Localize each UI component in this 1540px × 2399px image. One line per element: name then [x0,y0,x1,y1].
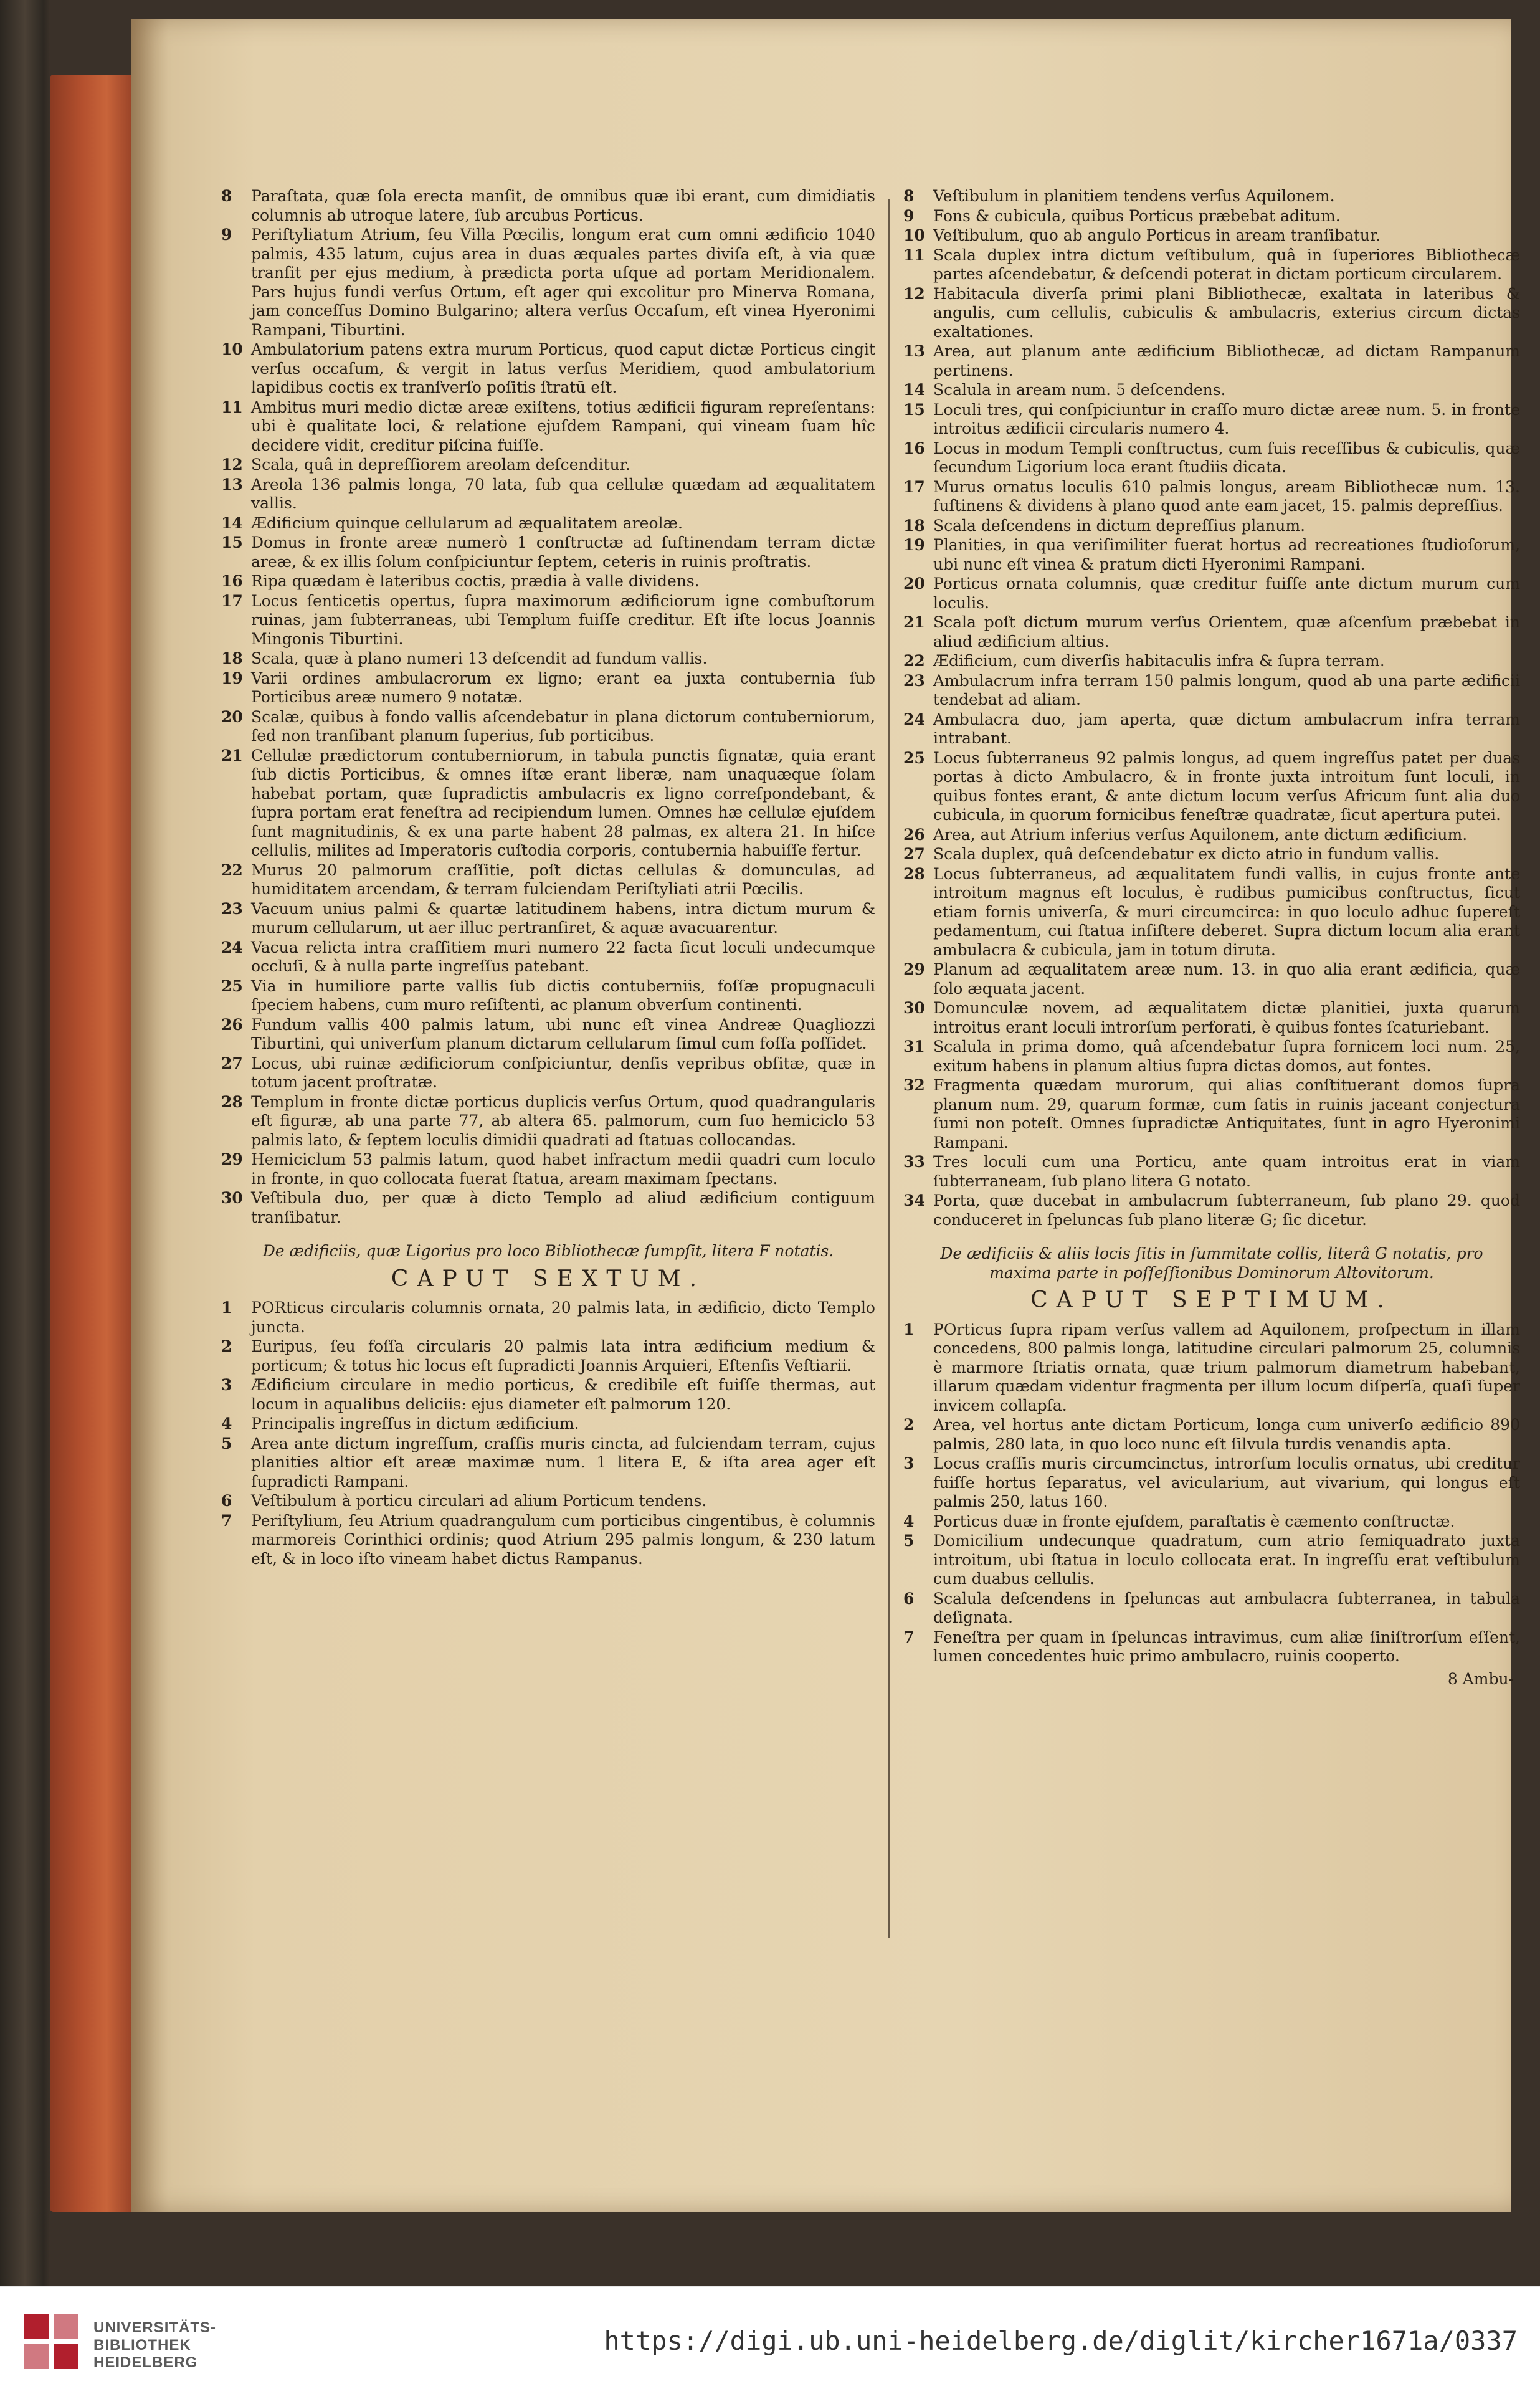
entry-number: 19 [221,669,243,687]
entry-text: Scalula in prima domo, quâ aſcendebatur ſupra fornicem loci num. 25, exitum habens in planum altius ſupra dictas domos, aut fontes. [933,1037,1520,1075]
entry-number: 34 [903,1191,925,1209]
legend-entry [221,475,875,513]
viewer-footer [0,2286,1540,2399]
entry-number: 27 [221,1054,243,1072]
legend-entry [221,1150,875,1188]
legend-entry [221,1299,875,1337]
entry-number: 7 [903,1628,915,1646]
legend-entry [903,285,1520,342]
entry-number: 18 [221,649,243,667]
entry-text: Fundum vallis 400 palmis latum, ubi nunc eſt vinea Andreæ Quagliozzi Tiburtini, qui univerſum planum dictarum cellularum ſimul cum foſſa poſſidet. [251,1015,875,1052]
entry-text: Porticus duæ in fronte ejuſdem, paraſtatis è cæmento conſtructæ. [933,1512,1455,1530]
entry-number: 20 [903,575,925,593]
legend-entry [903,672,1520,710]
entry-number: 8 [903,187,915,205]
entry-number: 12 [903,284,925,303]
left-column [221,187,875,1569]
entry-text: Areola 136 palmis longa, 70 lata, ſub qua cellulæ quædam ad æqualitatem vallis. [251,475,875,512]
left-entries [221,187,875,1227]
legend-entry [221,340,875,398]
legend-entry [903,575,1520,613]
entry-text: Domicilium undecunque quadratum, cum atrio ſemiquadrato juxta introitum, ubi ſtatua in loculo collocata erat. In ingreſſu erat veſtibulum cum duabus cellulis. [933,1532,1520,1588]
entry-text: PORticus circularis columnis ornata, 20 palmis lata, in ædificio, dicto Templo juncta. [251,1299,875,1336]
legend-entry [221,1434,875,1492]
legend-entry [903,1512,1520,1532]
left-entries-chapter [221,1299,875,1568]
legend-entry [903,710,1520,748]
entry-number: 1 [903,1320,915,1338]
entry-text: Ædificium quinque cellularum ad æqualitatem areolæ. [251,513,683,532]
entry-number: 26 [903,825,925,844]
entry-text: Murus 20 palmorum craſſitie, poſt dictas cellulas & domunculas, ad humiditatem arcendam, & terram fulciendam Periſtyliati atrii Pœcilis. [251,861,875,898]
legend-entry [221,187,875,225]
legend-entry [903,1037,1520,1075]
logo-line-1: UNIVERSITÄTS- [93,2319,217,2336]
entry-text: Scala, quâ in depreſſiorem areolam deſcenditur. [251,455,630,474]
entry-text: Scala poſt dictum murum verſus Orientem, quæ aſcenſum præbebat in aliud ædificium altius. [933,613,1520,651]
legend-entry [221,708,875,746]
entry-number: 25 [221,976,243,995]
entry-text: Periſtyliatum Atrium, ſeu Villa Pœcilis, longum erat cum omni ædificio 1040 palmis, 435 latum, cujus area in duas æquales partes diviſa eſt, à via quæ tranſit per ejus medium, à prædicta porta uſque ad portam Meridionalem. Pars hujus fundi verſus Ortum, eſt ager qui excolitur pro Minerva Romana, jam conceſſus Domino Bulgarino; altera verſus Occaſum, eſt vinea Hyeronimi Rampani, Tiburtini. [251,226,875,339]
entry-number: 24 [903,710,925,728]
entry-number: 26 [221,1015,243,1034]
right-column [903,187,1520,1689]
entry-number: 9 [221,226,232,244]
entry-number: 5 [903,1532,915,1550]
entry-number: 10 [221,340,243,358]
entry-number: 12 [221,455,243,474]
entry-number: 29 [903,960,925,978]
entry-number: 15 [221,533,243,551]
entry-text: Scala duplex, quâ deſcendebatur ex dicto atrio in fundum vallis. [933,845,1440,863]
entry-text: Domus in fronte areæ numerò 1 conſtructæ ad ſuſtinendam terram dictæ areæ, & ex illis ſolum conſpiciuntur ſeptem, ceteris in ruinis proſtratis. [251,533,875,571]
entry-text: Scala, quæ à plano numeri 13 deſcendit ad fundum vallis. [251,649,708,667]
legend-entry [903,960,1520,998]
entry-number: 27 [903,845,925,863]
entry-number: 25 [903,748,925,767]
legend-entry [903,845,1520,864]
legend-entry [221,1376,875,1414]
legend-entry [221,226,875,340]
legend-entry [221,592,875,649]
entry-number: 4 [221,1414,232,1433]
entry-text: Veſtibulum à porticu circulari ad alium Porticum tendens. [251,1492,707,1510]
entry-text: Murus ornatus loculis 610 palmis longus, aream Bibliothecæ num. 13. ſuſtinens & dividens à plano quod ante eam jacet, 15. palmis depreſſius. [933,477,1520,515]
entry-number: 5 [221,1434,232,1452]
entry-number: 20 [221,707,243,726]
legend-entry [903,517,1520,536]
legend-entry [903,342,1520,380]
entry-text: Veſtibulum in planitiem tendens verſus Aquilonem. [933,187,1335,205]
entry-number: 6 [903,1589,915,1608]
legend-entry [221,1093,875,1150]
legend-entry [903,187,1520,206]
entry-number: 9 [903,206,915,225]
entry-text: Feneſtra per quam in ſpeluncas intravimus, cum aliæ ſiniſtrorſum eſſent, lumen concedentes huic primo ambulacro, ruinis cooperto. [933,1628,1520,1665]
entry-text: Locus ſubterraneus, ad æqualitatem fundi vallis, in cujus fronte ante introitum magnus eſt loculus, è rudibus pumicibus conſtructus, ſicut etiam fornis univerſa, & muri circumcirca: in quo loculo adhuc ſupereſt pedamentum, cui ſtatua inſiſtere deberet. Supra dictum locum alia erant ambulacra & cubicula, jam in totum diruta. [933,864,1520,959]
legend-entry [903,1590,1520,1628]
entry-text: Ambulacrum infra terram 150 palmis longum, quod ab una parte ædificii tendebat ad aliam. [933,671,1520,708]
entry-number: 7 [221,1511,232,1530]
entry-text: Vacuum unius palmi & quartæ latitudinem habens, intra dictum murum & murum cellularum, ut aer illuc pertranſiret, & aquæ avacuarentur. [251,899,875,937]
legend-entry [903,207,1520,226]
entry-number: 16 [903,439,925,457]
chapter-heading-septimum: CAPUT SEPTIMUM. [1030,1287,1393,1313]
entry-number: 28 [903,864,925,883]
right-entries-chapter [903,1320,1520,1666]
left-subheading: De ædificiis, quæ Ligorius pro loco Bibliothecæ ſumpſit, litera F notatis. [262,1242,834,1260]
entry-number: 1 [221,1299,232,1317]
legend-entry [903,749,1520,825]
entry-number: 6 [221,1492,232,1510]
legend-entry [903,246,1520,284]
entry-number: 30 [221,1189,243,1207]
entry-number: 3 [903,1454,915,1472]
catchword: 8 Ambu- [1447,1669,1514,1688]
legend-entry [903,226,1520,246]
entry-number: 21 [221,746,243,765]
legend-entry [903,613,1520,651]
entry-text: Cellulæ prædictorum contuberniorum, in tabula punctis ſignatæ, quia erant ſub dictis Porticibus, & omnes iſtæ erant liberæ, nam unaquæque ſolam habebat portam, quæ ſupradictis ambulacris ex ligno correſpondebant, & ſupra portam erat feneſtra ad recipiendum lumen. Omnes hæ cellulæ ejuſdem ſunt magnitudinis, & ex una parte habent 28 palmas, ex altera 21. In hiſce cellulis, milites ad Imperatoris cuſtodia corporis, contubernia habuiſſe fertur. [251,746,875,859]
entry-text: Veſtibula duo, per quæ à dicto Templo ad aliud ædificium contiguum tranſibatur. [251,1189,875,1226]
entry-text: Via in humiliore parte vallis ſub dictis contuberniis, foſſæ propugnaculi ſpeciem habens, cum muro reſiſtenti, ac planum obverſum continenti. [251,976,875,1014]
entry-number: 30 [903,999,925,1017]
university-logo-icon[interactable] [22,2313,80,2370]
legend-entry [221,900,875,938]
legend-entry [903,865,1520,960]
entry-text: Scalula in aream num. 5 deſcendens. [933,381,1226,399]
legend-entry [903,1320,1520,1416]
column-divider [888,199,890,1938]
entry-number: 23 [903,671,925,690]
entry-number: 29 [221,1150,243,1168]
legend-entry [221,1414,875,1434]
entry-text: Area ante dictum ingreſſum, craſſis muris cincta, ad fulciendam terram, cujus planities altior eſt areæ maximæ num. 1 litera E, & iſta area ager eſt ſupradicti Rampani. [251,1434,875,1490]
entry-text: Hemiciclum 53 palmis latum, quod habet infractum medii quadri cum loculo in fronte, in quo collocata fuerat ſtatua, aream maximam ſpectans. [251,1150,875,1188]
entry-text: Locus ſenticetis opertus, ſupra maximorum ædificiorum igne combuſtorum ruinas, jam ſubterraneas, ubi Templum fuiſſe creditur. Eſt iſte locus Joannis Mingonis Tiburtini. [251,591,875,648]
legend-entry [903,1416,1520,1454]
entry-number: 10 [903,226,925,244]
entry-number: 16 [221,572,243,590]
legend-entry [221,398,875,455]
entry-text: Locus ſubterraneus 92 palmis longus, ad quem ingreſſus patet per duas portas à dicto Ambulacro, & in fronte juxta introitum ſunt loculi, in quibus fontes erant, & ante dictum locum verſus Africum ſunt alia duo cubicula, in quorum fornicibus feneſtræ quadratæ, ſicut apertura putei. [933,748,1520,824]
entry-number: 14 [903,381,925,399]
legend-entry [903,1076,1520,1152]
legend-entry [221,514,875,533]
entry-text: Fons & cubicula, quibus Porticus præbebat aditum. [933,206,1341,225]
legend-entry [903,1454,1520,1512]
entry-text: Paraſtata, quæ ſola erecta manſit, de omnibus quæ ibi erant, cum dimidiatis columnis ab utroque latere, ſub arcubus Porticus. [251,187,875,224]
entry-text: Area, vel hortus ante dictam Porticum, longa cum univerſo ædificio 890 palmis, 280 lata, in quo loco nunc eſt ſilvula turdis venandis apta. [933,1416,1520,1453]
logo-line-3: HEIDELBERG [93,2354,198,2371]
entry-text: Locus craſſis muris circumcinctus, introrſum loculis ornatus, ubi creditur fuiſſe hortus ſeparatus, vel avicularium, aut vivarium, qui longus eſt palmis 250, latus 160. [933,1454,1520,1510]
entry-text: Scalula deſcendens in ſpeluncas aut ambulacra ſubterranea, in tabula deſignata. [933,1589,1520,1626]
entry-number: 31 [903,1037,925,1056]
entry-text: Locus, ubi ruinæ ædificiorum conſpiciuntur, denſis vepribus obſitæ, quæ in totum jacent proſtratæ. [251,1054,875,1091]
entry-number: 13 [903,342,925,360]
legend-entry [903,478,1520,516]
entry-number: 18 [903,516,925,535]
entry-text: Locus in modum Templi conſtructus, cum ſuis receſſibus & cubiculis, quæ ſecundum Ligorium loca erant ſtudiis dicata. [933,439,1520,476]
entry-number: 28 [221,1092,243,1111]
entry-number: 19 [903,536,925,554]
entry-text: Veſtibulum, quo ab angulo Porticus in aream tranſibatur. [933,226,1381,244]
entry-number: 13 [221,475,243,494]
entry-text: Planities, in qua veriſimiliter fuerat hortus ad recreationes ſtudioſorum, ubi nunc eſt vinea & pratum dicti Hyeronimi Rampani. [933,536,1520,573]
entry-text: Scala duplex intra dictum veſtibulum, quâ in ſuperiores Bibliothecæ partes aſcendebatur, & deſcendi poterat in dictam porticum circularem. [933,246,1520,283]
legend-entry [221,1054,875,1092]
legend-entry [221,669,875,707]
entry-text: Ædificium circulare in medio porticus, & credibile eſt fuiſſe thermas, aut locum in aqualibus deliciis: ejus diameter eſt palmorum 120. [251,1376,875,1413]
legend-entry [903,536,1520,574]
entry-text: Templum in fronte dictæ porticus duplicis verſus Ortum, quod quadrangularis eſt figuræ, ab una parte 77, ab altera 65. palmorum, cum ſuo hemiciclo 53 palmis lato, & ſeptem loculis dimidii quadrati ad ſtatuas collocandas. [251,1092,875,1149]
right-entries [903,187,1520,1229]
entry-text: Ambulatorium patens extra murum Porticus, quod caput dictæ Porticus cingit verſus occaſum, & vergit in latus verſus Meridiem, quod ambulatorium lapidibus coctis ex tranſverſo poſitis ſtratū eſt. [251,340,875,396]
entry-number: 24 [221,938,243,956]
entry-number: 2 [903,1416,915,1434]
entry-text: Scalæ, quibus à fondo vallis aſcendebatur in plana dictorum contuberniorum, ſed non tranſibant planum ſuperius, ſub porticibus. [251,707,875,745]
entry-number: 32 [903,1076,925,1094]
entry-text: Habitacula diverſa primi plani Bibliothecæ, exaltata in lateribus & angulis, cum cellulis, cubiculis & ambulacris, exterius circum dictas exaltationes. [933,284,1520,341]
legend-entry [903,1628,1520,1666]
entry-text: Fragmenta quædam murorum, qui alias conſtituerant domos ſupra planum num. 29, quarum formæ, cum ſatis in ruinis jaceant conjectura ſumi non poteſt. Omnes ſupradictæ Antiquitates, ſunt in agro Hyeronimi Rampani. [933,1076,1520,1152]
legend-entry [903,1532,1520,1589]
entry-text: Ambitus muri medio dictæ areæ exiſtens, totius ædificii figuram repreſentans: ubi è qualitate loci, & relatione ejuſdem Rampani, qui vineam ſuam hîc decidere vidit, creditur piſcina fuiſſe. [251,398,875,454]
legend-entry [221,533,875,571]
entry-text: Vacua relicta intra craſſitiem muri numero 22 facta ſicut loculi undecumque occluſi, & à nulla parte ingreſſus patebant. [251,938,875,975]
legend-entry [221,649,875,669]
legend-entry [221,1512,875,1569]
entry-text: Periſtylium, ſeu Atrium quadrangulum cum porticibus cingentibus, è columnis marmoreis Corinthici ordinis; quod Atrium 295 palmis longum, & 230 latum eſt, & in loco iſto vineam habet dictus Rampanus. [251,1511,875,1568]
entry-number: 15 [903,400,925,419]
entry-number: 4 [903,1512,915,1530]
legend-entry [221,1189,875,1227]
legend-entry [221,1492,875,1511]
entry-text: Ripa quædam è lateribus coctis, prædia à valle dividens. [251,572,700,590]
legend-entry [221,938,875,976]
legend-entry [221,572,875,591]
page-edge-red [50,75,131,2212]
entry-text: Varii ordines ambulacrorum ex ligno; erant ea juxta contubernia ſub Porticibus areæ numero 9 notatæ. [251,669,875,706]
entry-number: 14 [221,513,243,532]
entry-number: 8 [221,187,232,205]
legend-entry [221,455,875,475]
entry-text: Ædificium, cum diverſis habitaculis infra & ſupra terram. [933,652,1385,670]
legend-entry [221,977,875,1015]
entry-text: Tres loculi cum una Porticu, ante quam introitus erat in viam ſubterraneam, ſub plano litera G notato. [933,1153,1520,1190]
entry-text: Domunculæ novem, ad æqualitatem dictæ planitiei, juxta quarum introitus erant loculi introrſum perforati, è quibus fontes ſcaturiebant. [933,999,1520,1036]
legend-entry [221,1337,875,1375]
entry-number: 17 [221,591,243,610]
permalink-url[interactable]: https://digi.ub.uni-heidelberg.de/diglit/kircher1671a/0337 [604,2325,1518,2356]
logo-line-2: BIBLIOTHEK [93,2337,191,2354]
legend-entry [903,826,1520,845]
chapter-heading-sextum: CAPUT SEXTUM. [391,1266,706,1292]
entry-number: 11 [221,398,243,416]
entry-number: 22 [221,861,243,879]
entry-text: POrticus ſupra ripam verſus vallem ad Aquilonem, proſpectum in illam concedens, 800 palmis longa, latitudine circulari palmorum 25, columnis è marmore ſtriatis ornata, quæ trium palmorum diametrum habebant, illarum quædam videntur fragmenta per illum locum diſperſa, quaſi ſuper invicem collapſa. [933,1320,1520,1414]
entry-number: 23 [221,899,243,918]
entry-text: Euripus, ſeu foſſa circularis 20 palmis lata intra ædificium medium & porticum; & totus hic locus eſt ſupradicti Joannis Arquieri, Eſtenſis Veſtiarii. [251,1337,875,1375]
entry-number: 3 [221,1376,232,1394]
entry-text: Principalis ingreſſus in dictum ædificium. [251,1414,579,1433]
entry-text: Area, aut planum ante ædificium Bibliothecæ, ad dictam Rampanum pertinens. [933,342,1520,379]
legend-entry [903,401,1520,439]
legend-entry [903,1191,1520,1229]
legend-entry [221,1016,875,1054]
legend-entry [903,381,1520,400]
entry-number: 11 [903,246,925,264]
entry-number: 17 [903,477,925,496]
entry-number: 21 [903,613,925,631]
entry-text: Planum ad æqualitatem areæ num. 13. in quo alia erant ædificia, quæ ſolo æquata jacent. [933,960,1520,998]
legend-entry [903,1153,1520,1191]
right-subheading: De ædificiis & aliis locis ſitis in ſummitate collis, literâ G notatis, pro maxima parte in poſſeſſionibus Dominorum Altovitorum. [940,1244,1483,1282]
entry-text: Porta, quæ ducebat in ambulacrum ſubterraneum, ſub plano 29. quod conduceret in ſpeluncas ſub plano literæ G; ſic dicetur. [933,1191,1520,1229]
entry-number: 2 [221,1337,232,1355]
entry-text: Area, aut Atrium inferius verſus Aquilonem, ante dictum ædificium. [933,825,1468,844]
entry-text: Ambulacra duo, jam aperta, quæ dictum ambulacrum infra terram intrabant. [933,710,1520,747]
university-logo-text[interactable] [93,2319,216,2372]
legend-entry [903,439,1520,477]
entry-text: Scala deſcendens in dictum depreſſius planum. [933,516,1306,535]
entry-number: 33 [903,1153,925,1171]
entry-text: Porticus ornata columnis, quæ creditur fuiſſe ante dictum murum cum loculis. [933,575,1520,612]
legend-entry [221,861,875,899]
entry-text: Loculi tres, qui conſpiciuntur in craſſo muro dictæ areæ num. 5. in fronte introitus ædificii circularis numero 4. [933,400,1520,437]
legend-entry [903,999,1520,1037]
entry-number: 22 [903,652,925,670]
legend-entry [221,746,875,861]
legend-entry [903,652,1520,671]
